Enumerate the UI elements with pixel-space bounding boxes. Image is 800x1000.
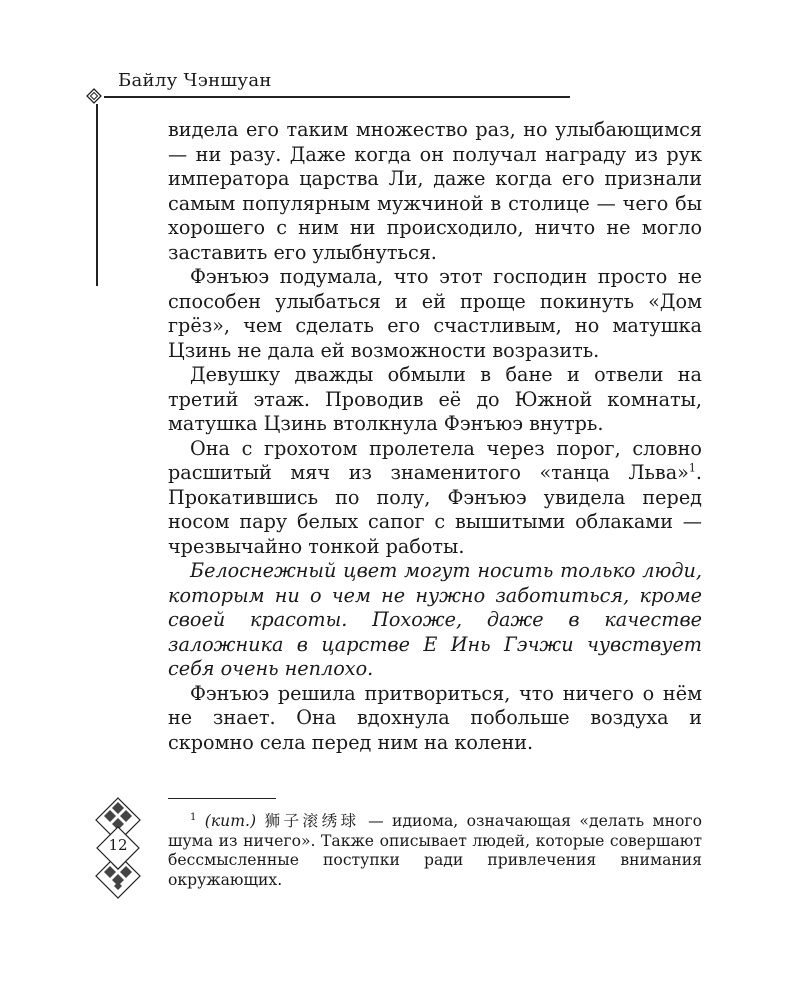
footnote-number: 1 xyxy=(190,812,197,823)
paragraph-1: видела его таким множество раз, но улыбающимся — ни разу. Даже когда он получал награду из рук императора царства Ли, даже когда его признали самым популярным мужчиной в столице — чего бы хорошего с ним ни происходило, ничто не могло заставить его улыбнуться. xyxy=(168,118,702,264)
diamond-ornament-icon xyxy=(86,88,102,104)
paragraph-3: Девушку дважды обмыли в бане и отвели на третий этаж. Проводив её до Южной комнаты, матушка Цзинь втолкнула Фэнъюэ внутрь. xyxy=(168,363,702,435)
paragraph-4-start: Она с грохотом пролетела через порог, словно расшитый мяч из знаменитого «танца Льва» xyxy=(168,436,702,484)
footnote-lang: (кит.) xyxy=(204,812,257,831)
body-text xyxy=(168,118,702,755)
footnote-rule xyxy=(168,798,276,799)
header-rule xyxy=(104,96,570,98)
footnote xyxy=(168,808,702,890)
paragraph-4-end: . Прокатившись по полу, Фэнъюэ увидела перед носом пару белых сапог с вышитыми облаками — чрезвычайно тонкой работы. xyxy=(168,461,702,558)
footnote-text: 狮子滚绣球 — идиома, означающая «делать много шума из ничего». Также описывает людей, которые совершают бессмысленные поступки ради привлечения внимания окружающих. xyxy=(168,812,702,889)
paragraph-2: Фэнъюэ подумала, что этот господин просто не способен улыбаться и ей проще покинуть «Дом грёз», чем сделать его счастливым, но матушка Цзинь не дала ей возможности возразить. xyxy=(168,265,702,362)
page-number: 12 xyxy=(108,836,128,854)
footnote-reference: 1 xyxy=(688,461,696,475)
paragraph-6: Фэнъюэ решила притвориться, что ничего о нём не знает. Она вдохнула побольше воздуха и скромно села перед ним на колени. xyxy=(168,681,702,754)
header-vertical-rule xyxy=(96,104,98,286)
paragraph-5-thought: Белоснежный цвет могут носить только люди, которым ни о чем не нужно заботиться, кроме своей красоты. Похоже, даже в качестве заложника в царстве Е Инь Гэчжи чувствует себя очень неплохо. xyxy=(168,559,702,680)
paragraph-4 xyxy=(168,437,702,560)
running-header: Байлу Чэншуан xyxy=(118,70,272,91)
